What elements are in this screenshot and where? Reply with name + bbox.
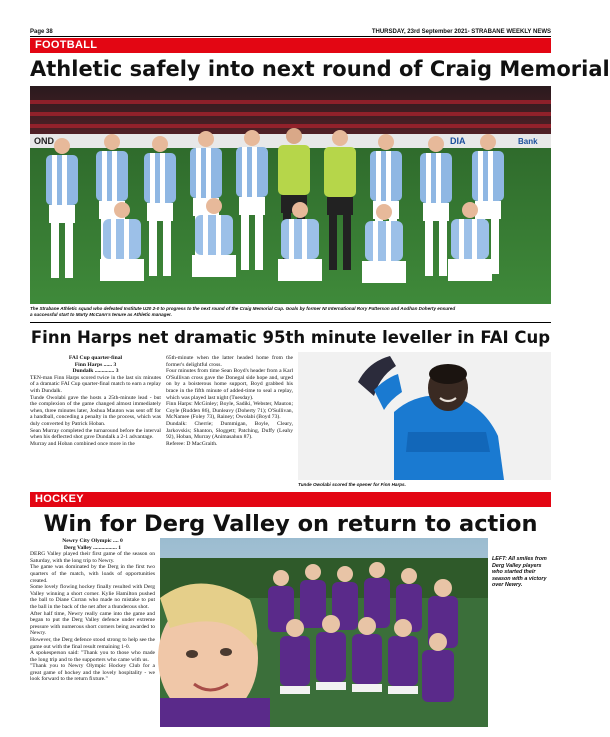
finn-column-1 xyxy=(30,355,161,447)
headline-derg-valley: Win for Derg Valley on return to action xyxy=(43,511,538,537)
section-label-football: FOOTBALL xyxy=(30,38,551,53)
caption-owolabi: Tunde Owolabi scored the opener for Finn Harps. xyxy=(298,482,406,487)
finn-para: Tunde Owolabi gave the hosts a 25th-minute lead - but the complexion of the game changed almost immediately when, three minutes later, Joshua Mauton was sent off for a handball, conceding a penalty in the process, which was duly converted by Patrick Hoban. xyxy=(30,394,161,427)
photo-owolabi xyxy=(298,352,551,480)
caption-athletic xyxy=(30,306,551,318)
photo-derg-valley-team xyxy=(160,538,488,727)
hockey-para: "Thank you to Newry Olympic Hockey Club for a great game of hockey and the lovely hospitality - we look forward to the return fixture." xyxy=(30,663,155,683)
finn-para: TEN-man Finn Harps scored twice in the last six minutes of a dramatic FAI Cup quarter-final match to earn a replay with Dundalk. xyxy=(30,374,161,394)
finn-result-home: Finn Harps ...... 3 xyxy=(74,361,117,368)
finn-para: Sean Murray completed the turnaround before the interval when his deflected shot gave Dundalk a 2-1 advantage. xyxy=(30,427,161,441)
hockey-column xyxy=(30,538,155,683)
svg-text:Bank: Bank xyxy=(518,137,538,146)
finn-result-title: FAI Cup quarter-final xyxy=(68,355,123,361)
finn-para: Four minutes from time Sean Boyd's header from a Karl O'Sullivan cross gave the Donegal side hope and, urged on by a boisterous home support, Boyd grabbed his brace in the fifth minute of added-time to seal a replay, which was played last night (Tuesday). xyxy=(166,368,293,401)
svg-text:DIA: DIA xyxy=(450,136,466,146)
hockey-result-away: Derg Valley ................. 1 xyxy=(63,544,122,551)
caption-athletic-line1: The Strabane Athletic squad who defeated Institute U20 2-0 to progress to the next round of the Craig Memorial Cup. Goals by former NI International Rory Patterson and Aodhan Doherty ensured xyxy=(30,306,456,311)
finn-para: Murray and Hoban combined once more in the xyxy=(30,440,135,447)
caption-athletic-line2: a successful start to Marty McCann's tenure as Athletic manager. xyxy=(30,312,172,317)
finn-para: Dundalk: Cherrie; Dummigan, Boyle, Cleary, Jarkovskis; Shanton, Sloggett; Patching, Duffy (Leahy 92), Hoban, Murray (Animasahun 87). xyxy=(166,420,293,441)
team-photo-athletic xyxy=(30,86,551,304)
finn-column-2 xyxy=(166,355,293,447)
hockey-para: After half time, Newry really came into the game and began to put the Derg Valley defence under extreme pressure with numerous short corners being awarded to Newry. xyxy=(30,610,155,637)
finn-para: Referee: D MacGraith. xyxy=(166,440,218,447)
page-number: Page 38 xyxy=(30,28,53,35)
hockey-para: DERG Valley played their first game of the season on Saturday, with the long trip to Newry. xyxy=(30,551,155,564)
headline-finn-harps: Finn Harps net dramatic 95th minute leveller in FAI Cup xyxy=(30,328,551,347)
hockey-para: The game was dominated by the Derg in the first two quarters of the match, with loads of opportunities created. xyxy=(30,564,155,584)
dateline: THURSDAY, 23rd September 2021- STRABANE WEEKLY NEWS xyxy=(371,28,551,35)
svg-text:OND: OND xyxy=(34,136,54,146)
hockey-para: A spokesperson said: "Thank you to those who made the long trip and to the supporters who came with us. xyxy=(30,650,155,663)
section-label-hockey: HOCKEY xyxy=(30,492,551,507)
page-header xyxy=(30,27,551,37)
caption-derg-valley: LEFT: All smiles from Derg Valley players who started their season with a victory over Newry. xyxy=(492,556,547,589)
section-divider xyxy=(30,322,551,323)
finn-result-away: Dundalk .............. 3 xyxy=(72,368,119,375)
finn-para: 65th-minute when the latter headed home from the former's delightful cross. xyxy=(166,355,293,368)
hockey-result-home: Newry City Olympic .... 0 xyxy=(62,538,123,544)
hockey-para: Some lovely flowing hockey finally resulted with Derg Valley winning a short corner. Kylie Hamilton pushed the ball to Diane Curran who made no mistake to put the ball in the back of the net after a thunderous shot. xyxy=(30,584,155,610)
hockey-para: However, the Derg defence stood strong to help see the game out with the final result remaining 1-0. xyxy=(30,636,155,650)
finn-para: Finn Harps: McGinley; Boyle, Sadiki, Webster, Mauton; Coyle (Rudden 86), Dunleavy (Doherty 71); O'Sullivan, McNamee (Foley 73), Rainey; Owolabi (Boyd 73). xyxy=(166,401,293,421)
headline-athletic: Athletic safely into next round of Craig Memorial xyxy=(30,57,610,81)
